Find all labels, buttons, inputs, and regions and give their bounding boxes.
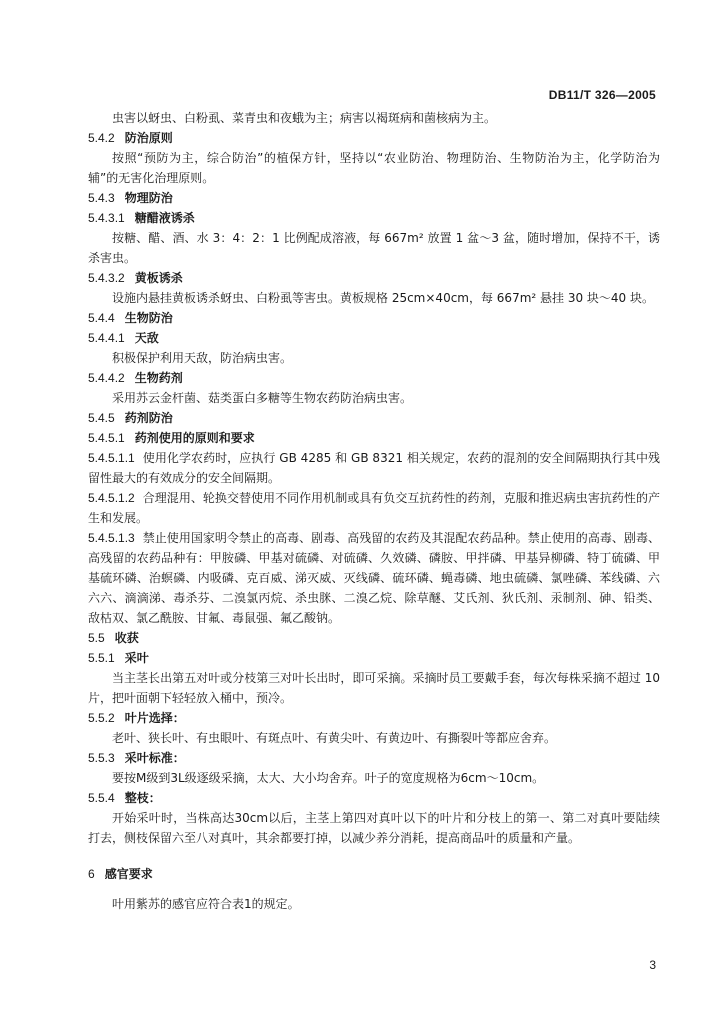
section-title: 叶片选择：: [124, 711, 185, 725]
section-title: 生物防治: [124, 311, 173, 325]
section-heading: [88, 708, 660, 728]
section-number: 5.5.4: [88, 791, 115, 805]
page-number: 3: [649, 958, 656, 972]
section-heading: [88, 208, 660, 228]
paragraph: 按糖、醋、酒、水 3：4：2：1 比例配成溶液，每 667m² 放置 1 盆～3 盆，随时增加，保持不干，诱杀害虫。: [88, 231, 660, 265]
section-number: 5.4.4.1: [88, 331, 125, 345]
section-heading: [88, 748, 660, 768]
paragraph: 老叶、狭长叶、有虫眼叶、有斑点叶、有黄尖叶、有黄边叶、有撕裂叶等都应舍弃。: [112, 731, 557, 745]
section-title: 采叶标准：: [124, 751, 185, 765]
clause-number: 5.4.5.1.3: [88, 531, 135, 545]
document-body: [88, 108, 660, 914]
section-number: 5.4.4: [88, 311, 115, 325]
section-number: 5.4.5.1: [88, 431, 125, 445]
section-heading: [88, 648, 660, 668]
section-title: 糖醋液诱杀: [134, 211, 195, 225]
chapter-number: 6: [88, 867, 95, 881]
section-heading: [88, 188, 660, 208]
section-title: 药剂防治: [124, 411, 173, 425]
standard-code: DB11/T 326—2005: [548, 88, 656, 102]
paragraph: 积极保护利用天敌，防治病虫害。: [112, 351, 293, 365]
section-heading: [88, 628, 660, 648]
section-heading: [88, 368, 660, 388]
section-number: 5.4.2: [88, 131, 115, 145]
section-heading: [88, 308, 660, 328]
section-number: 5.4.5: [88, 411, 115, 425]
chapter-heading: [88, 864, 660, 884]
paragraph: 要按M级到3L级逐级采摘，太大、大小均舍弃。叶子的宽度规格为6cm～10cm。: [112, 771, 545, 785]
section-title: 防治原则: [124, 131, 173, 145]
section-number: 5.5.1: [88, 651, 115, 665]
section-number: 5.4.4.2: [88, 371, 125, 385]
clause-number: 5.4.5.1.2: [88, 491, 135, 505]
section-number: 5.5.2: [88, 711, 115, 725]
section-number: 5.4.3.2: [88, 271, 125, 285]
section-title: 黄板诱杀: [134, 271, 183, 285]
section-number: 5.5.3: [88, 751, 115, 765]
section-heading: [88, 268, 660, 288]
paragraph: 开始采叶时，当株高达30cm以后，主茎上第四对真叶以下的叶片和分枝上的第一、第二对真叶要陆续打去，侧枝保留六至八对真叶，其余都要打掉，以减少养分消耗，提高商品叶的质量和产量。: [88, 811, 660, 845]
section-heading: [88, 408, 660, 428]
section-heading: [88, 428, 660, 448]
clause-number: 5.4.5.1.1: [88, 451, 135, 465]
paragraph: 按照“预防为主，综合防治”的植保方针，坚持以“农业防治、物理防治、生物防治为主，化学防治为辅”的无害化治理原则。: [88, 151, 660, 185]
section-title: 采叶: [124, 651, 149, 665]
section-title: 物理防治: [124, 191, 173, 205]
section-heading: [88, 128, 660, 148]
paragraph: 叶用紫苏的感官应符合表1的规定。: [112, 897, 300, 911]
paragraph: 采用苏云金杆菌、菇类蛋白多糖等生物农药防治病虫害。: [112, 391, 413, 405]
numbered-clause: [88, 528, 660, 628]
clause-text: 合理混用、轮换交替使用不同作用机制或具有负交互抗药性的药剂，克服和推迟病虫害抗药性的产生和发展。: [88, 491, 660, 525]
clause-text: 使用化学农药时，应执行 GB 4285 和 GB 8321 相关规定，农药的混剂的安全间隔期执行其中残留性最大的有效成分的安全间隔期。: [88, 451, 660, 485]
section-title: 药剂使用的原则和要求: [134, 431, 255, 445]
section-number: 5.4.3: [88, 191, 115, 205]
section-title: 生物药剂: [134, 371, 183, 385]
chapter-title: 感官要求: [104, 867, 153, 881]
section-heading: [88, 328, 660, 348]
clause-text: 禁止使用国家明令禁止的高毒、剧毒、高残留的农药及其混配农药品种。禁止使用的高毒、剧毒、高残留的农药品种有：甲胺磷、甲基对硫磷、对硫磷、久效磷、磷胺、甲拌磷、甲基异柳磷、特丁硫磷、甲基硫环磷、治螟磷、内吸磷、克百威、涕灭威、灭线磷、硫环磷、蝇毒磷、地虫硫磷、氯唑磷、苯线磷、六六六、滴滴涕、毒杀芬、二溴氯丙烷、杀虫脒、二溴乙烷、除草醚、艾氏剂、狄氏剂、汞制剂、砷、铅类、敌枯双、氯乙酰胺、甘氟、毒鼠强、氟乙酸钠。: [88, 531, 660, 625]
numbered-clause: [88, 488, 660, 528]
paragraph: 当主茎长出第五对叶或分枝第三对叶长出时，即可采摘。采摘时员工要戴手套，每次每株采摘不超过 10 片，把叶面朝下轻轻放入桶中，预冷。: [88, 671, 660, 705]
section-number: 5.4.3.1: [88, 211, 125, 225]
paragraph: 设施内悬挂黄板诱杀蚜虫、白粉虱等害虫。黄板规格 25cm×40cm，每 667m² 悬挂 30 块～40 块。: [112, 291, 655, 305]
section-title: 收获: [114, 631, 139, 645]
numbered-clause: [88, 448, 660, 488]
section-title: 整枝：: [124, 791, 161, 805]
paragraph: 虫害以蚜虫、白粉虱、菜青虫和夜蛾为主；病害以褐斑病和菌核病为主。: [112, 111, 497, 125]
section-number: 5.5: [88, 631, 105, 645]
section-title: 天敌: [134, 331, 159, 345]
section-heading: [88, 788, 660, 808]
